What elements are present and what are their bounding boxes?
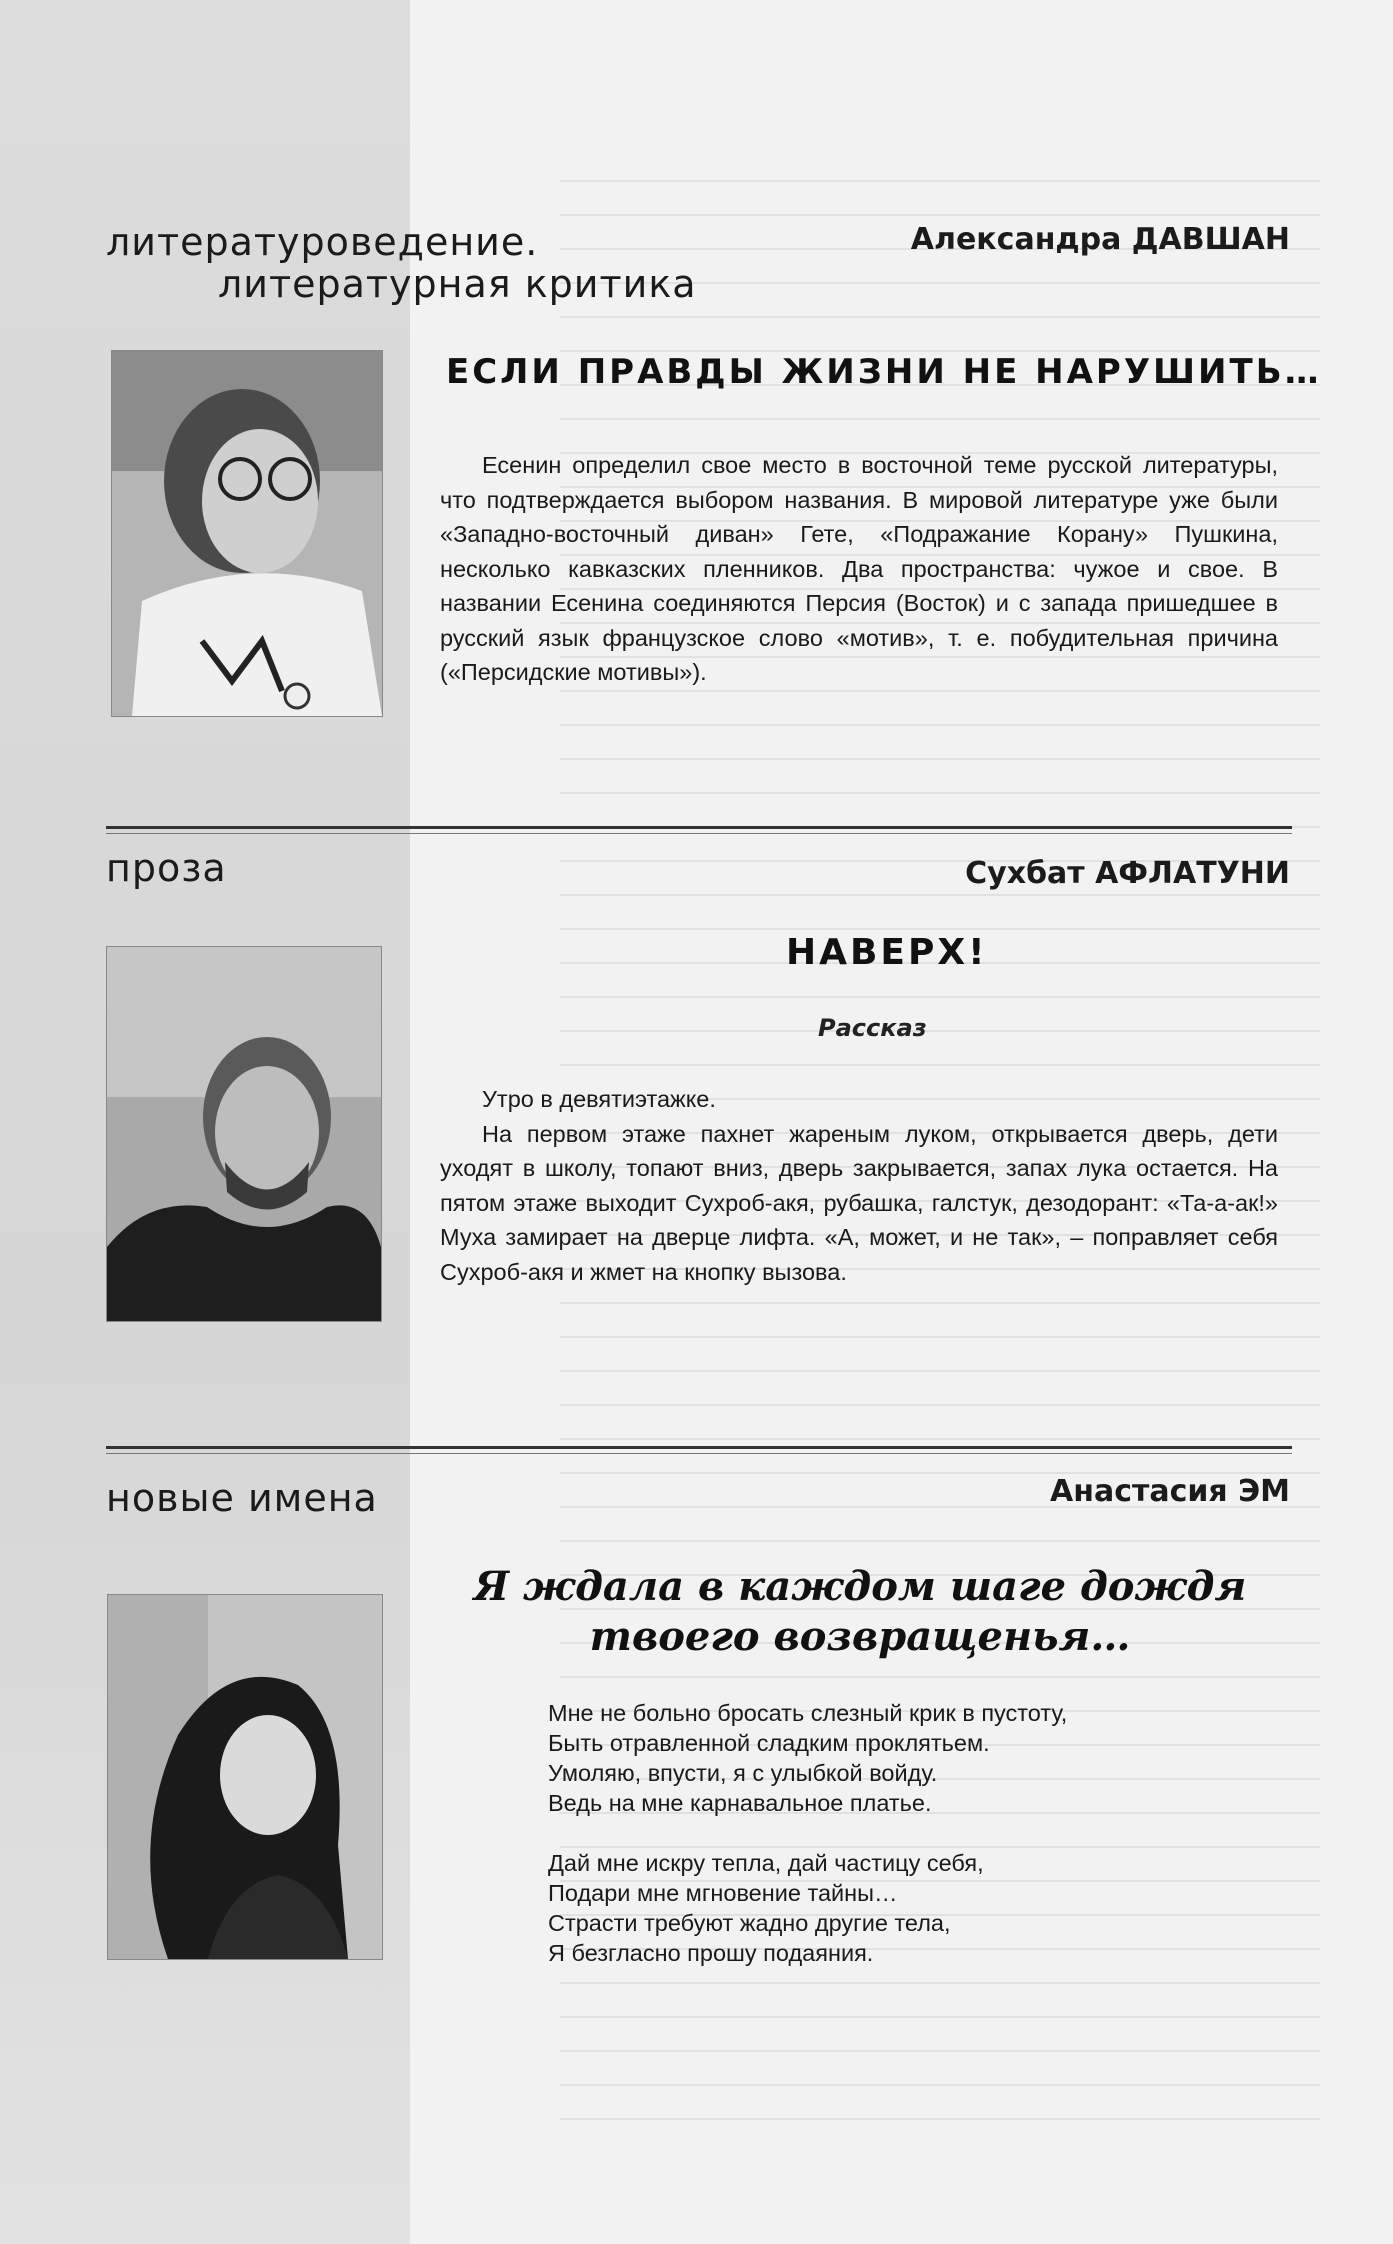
verse-line: Умоляю, впусти, я с улыбкой войду. (548, 1760, 938, 1786)
excerpt-davshan-text: Есенин определил свое место в восточной теме русской литературы, что подтверждается выбором названия. В мировой литературе уже были «Западно-восточный диван» Гете, «Подражание Корану» Пушкина, несколько кавказских пленников. Два пространства: чужое и свое. В названии Есенина соединяются Персия (Восток) и с запада пришедшее в русский язык французское слово «мотив», т. е. побудительная причина («Персидские мотивы»). (440, 452, 1278, 685)
photo-author-em (107, 1594, 383, 1960)
poem-em (548, 1698, 1067, 1998)
verse-line: Ведь на мне карнавальное платье. (548, 1790, 932, 1816)
excerpt-aflatuni-first: Утро в девятиэтажке. (482, 1086, 716, 1112)
excerpt-aflatuni (440, 1082, 1278, 1289)
verse-line: Страсти требуют жадно другие тела, (548, 1910, 951, 1936)
author-davshan: Александра ДАВШАН (910, 222, 1290, 257)
excerpt-aflatuni-text: На первом этаже пахнет жареным луком, открывается дверь, дети уходят в школу, топают вниз, дверь закрывается, запах лука остается. На пятом этаже выходит Сухроб-акя, рубашка, галстук, дезодорант: «Та-а-ак!» Муха замирает на дверце лифта. «А, может, и не так», – поправляет себя Сухроб-акя и жмет на кнопку вызова. (440, 1120, 1278, 1285)
section-divider-1 (106, 826, 1292, 829)
author-em: Анастасия ЭМ (1050, 1474, 1290, 1509)
stanza-2 (548, 1848, 1067, 1968)
title-if-truth: ЕСЛИ ПРАВДЫ ЖИЗНИ НЕ НАРУШИТЬ… (446, 352, 1322, 392)
verse-line: Мне не больно бросать слезный крик в пустоту, (548, 1700, 1068, 1726)
title-line-2: твоего возвращенья… (589, 1613, 1131, 1660)
author-aflatuni: Сухбат АФЛАТУНИ (965, 856, 1290, 891)
rubric-literary-studies (106, 222, 697, 306)
subtitle-story: Рассказ (818, 1014, 927, 1042)
rubric-line-2: литературная критика (218, 261, 697, 306)
title-line-1: Я ждала в каждом шаге дождя (473, 1563, 1247, 1610)
section-divider-2 (106, 1446, 1292, 1449)
title-naverkh: НАВЕРХ! (786, 932, 988, 973)
verse-line: Быть отравленной сладким проклятьем. (548, 1730, 990, 1756)
verse-line: Подари мне мгновение тайны… (548, 1880, 898, 1906)
verse-line: Дай мне искру тепла, дай частицу себя, (548, 1850, 984, 1876)
stanza-1 (548, 1698, 1067, 1818)
rubric-new-names: новые имена (106, 1476, 378, 1520)
title-i-waited (440, 1562, 1280, 1662)
rubric-prose: проза (106, 846, 227, 890)
verse-line: Я безгласно прошу подаяния. (548, 1940, 874, 1966)
rubric-line-1: литературоведение. (106, 220, 539, 264)
excerpt-davshan (440, 448, 1278, 690)
photo-author-davshan (111, 350, 383, 717)
photo-author-aflatuni (106, 946, 382, 1322)
